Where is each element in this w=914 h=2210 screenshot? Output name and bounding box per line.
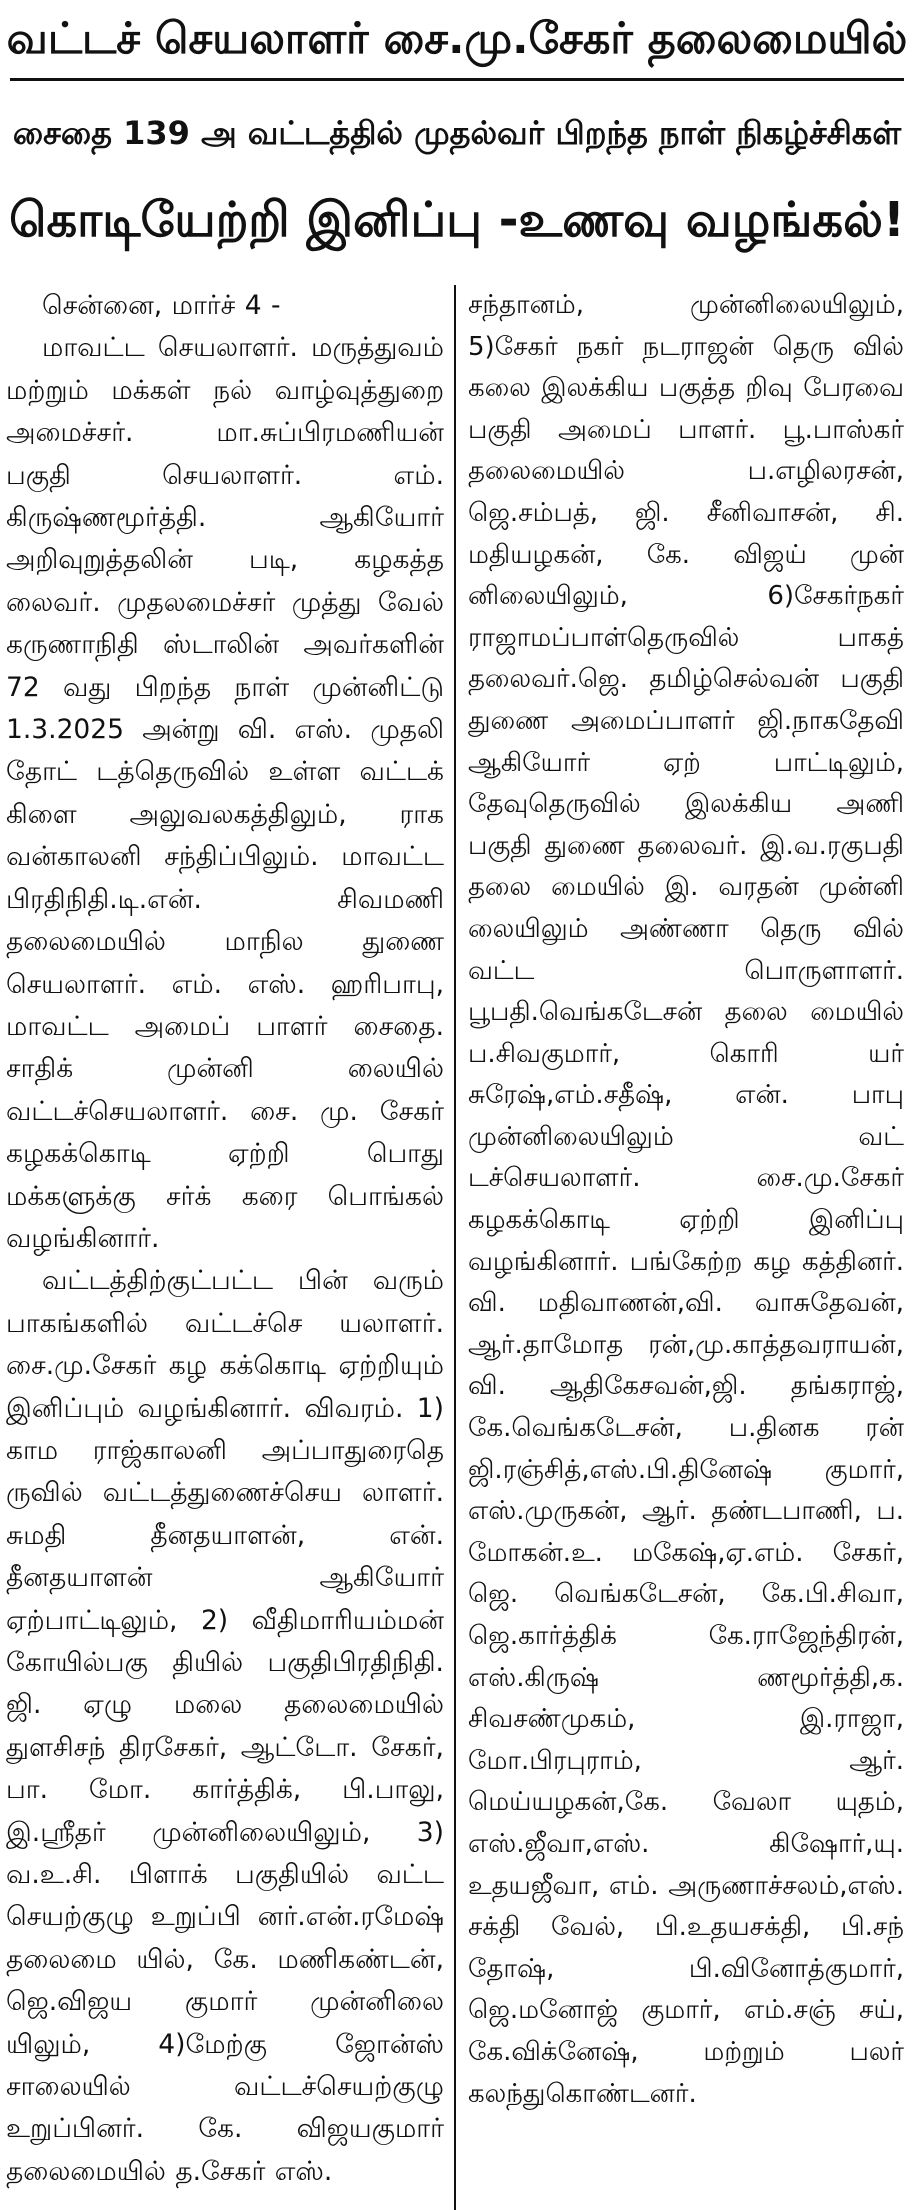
right-paragraph: சந்தானம், முன்னிலையிலும், 5)சேகர் நகர் நடராஜன் தெரு வில் கலை இலக்கிய பகுத்த றிவு பேரவை பகுதி அமைப் பாளர். பூ.பாஸ்கர் தலைமையில் ப.எழிலரசன், ஜெ.சம்பத், ஜி. சீனிவாசன், சி. மதியழகன், கே. விஜய் முன் னிலையிலும், 6)சேகர்நகர் ராஜாமப்பாள்தெருவில் பாகத் தலைவர்.ஜெ. தமிழ்செல்வன் பகுதி துணை அமைப்பாளர் ஜி.நாகதேவி ஆகியோர் ஏற் பாட்டிலும், தேவுதெருவில் இலக்கிய அணி பகுதி துணை தலைவர். இ.வ.ரகுபதி தலை மையில் இ. வரதன் முன்னி லையிலும் அண்ணா தெரு வில் வட்ட பொருளாளர். பூபதி.வெங்கடேசன் தலை மையில் ப.சிவகுமார், கொரி யர் சுரேஷ்,எம்.சதீஷ், என். பாபு முன்னிலையிலும் வட் டச்செயலாளர். சை.மு.சேகர் கழகக்கொடி ஏற்றி இனிப்பு வழங்கினார். பங்கேற்ற கழ கத்தினர். வி. மதிவாணன்,வி. வாசுதேவன், ஆர்.தாமோத ரன்,மு.காத்தவராயன், வி. ஆதிகேசவன்,ஜி. தங்கராஜ், கே.வெங்கடேசன், ப.தினக ரன் ஜி.ரஞ்சித்,எஸ்.பி.தினேஷ் குமார், எஸ்.முருகன், ஆர். தண்டபாணி, ப. மோகன்.உ. மகேஷ்,ஏ.எம். சேகர், ஜெ. வெங்கடேசன், கே.பி.சிவா, ஜெ.கார்த்திக் கே.ராஜேந்திரன், எஸ்.கிருஷ் ணமூர்த்தி,க. சிவசண்முகம், இ.ராஜா, மோ.பிரபுராம், ஆர். மெய்யழகன்,கே. வேலா யுதம், எஸ்.ஜீவா,எஸ். கிஷோர்,யு. உதயஜீவா, எம். அருணாச்சலம்,எஸ். சக்தி வேல், பி.உதயசக்தி, பி.சந் தோஷ், பி.வினோத்குமார், ஜெ.மனோஜ் குமார், எம்.சஞ் சய், கே.விக்னேஷ், மற்றும் பலர் கலந்துகொண்டனர்.	[468, 290, 904, 2109]
article-subheadline: கொடியேற்றி இனிப்பு -உணவு வழங்கல்!	[9, 192, 905, 248]
left-paragraph-1: மாவட்ட செயலாளர். மருத்துவம் மற்றும் மக்கள் நல் வாழ்வுத்துறை அமைச்சர். மா.சுப்பிரமணியன் பகுதி செயலாளர். எம். கிருஷ்ணமூர்த்தி. ஆகியோர் அறிவுறுத்தலின் படி, கழகத்த லைவர். முதலமைச்சர் முத்து வேல் கருணாநிதி ஸ்டாலின் அவர்களின் 72 வது பிறந்த நாள் முன்னிட்டு 1.3.2025 அன்று வி. எஸ். முதலி தோட் டத்தெருவில் உள்ள வட்டக் கிளை அலுவலகத்திலும், ராக வன்காலனி சந்திப்பிலும். மாவட்ட பிரதிநிதி.டி.என். சிவமணி தலைமையில் மாநில துணை செயலாளர். எம். எஸ். ஹரிபாபு, மாவட்ட அமைப் பாளர் சைதை. சாதிக் முன்னி லையில் வட்டச்செயலாளர். சை. மு. சேகர் கழகக்கொடி ஏற்றி பொது மக்களுக்கு சர்க் கரை பொங்கல் வழங்கினார்.	[6, 332, 444, 1254]
left-paragraph-2: வட்டத்திற்குட்பட்ட பின் வரும் பாகங்களில் வட்டச்செ யலாளர். சை.மு.சேகர் கழ கக்கொடி ஏற்றியும் இனிப்பும் வழங்கினார். விவரம். 1) காம ராஜ்காலனி அப்பாதுரைதெ ருவில் வட்டத்துணைச்செய லாளர். சுமதி தீனதயாளன், என். தீனதயாளன் ஆகியோர் ஏற்பாட்டிலும், 2) வீதிமாரியம்மன் கோயில்பகு தியில் பகுதிபிரதிநிதி. ஜி. ஏழு மலை தலைமையில் துளசிசந் திரசேகர், ஆட்டோ. சேகர், பா. மோ. கார்த்திக், பி.பாலு, இ.ஸ்ரீதர் முன்னிலையிலும், 3) வ.உ.சி. பிளாக் பகுதியில் வட்ட செயற்குழு உறுப்பி னர்.என்.ரமேஷ் தலைமை யில், கே. மணிகண்டன், ஜெ.விஜய குமார் முன்னிலை யிலும், 4)மேற்கு ஜோன்ஸ் சாலையில் வட்டச்செயற்குழு உறுப்பினர். கே. விஜயகுமார் தலைமையில் த.சேகர் எஸ்.	[6, 1265, 444, 2187]
dateline: சென்னை, மார்ச் 4 -	[42, 290, 281, 321]
article-kicker: வட்டச் செயலாளர் சை.மு.சேகர் தலைமையில்	[6, 14, 908, 64]
article-headline: சைதை 139 அ வட்டத்தில் முதல்வர் பிறந்த நாள் நிகழ்ச்சிகள்	[12, 114, 902, 152]
left-column	[6, 285, 454, 2210]
article-body	[0, 285, 914, 2210]
right-column	[456, 285, 904, 2210]
